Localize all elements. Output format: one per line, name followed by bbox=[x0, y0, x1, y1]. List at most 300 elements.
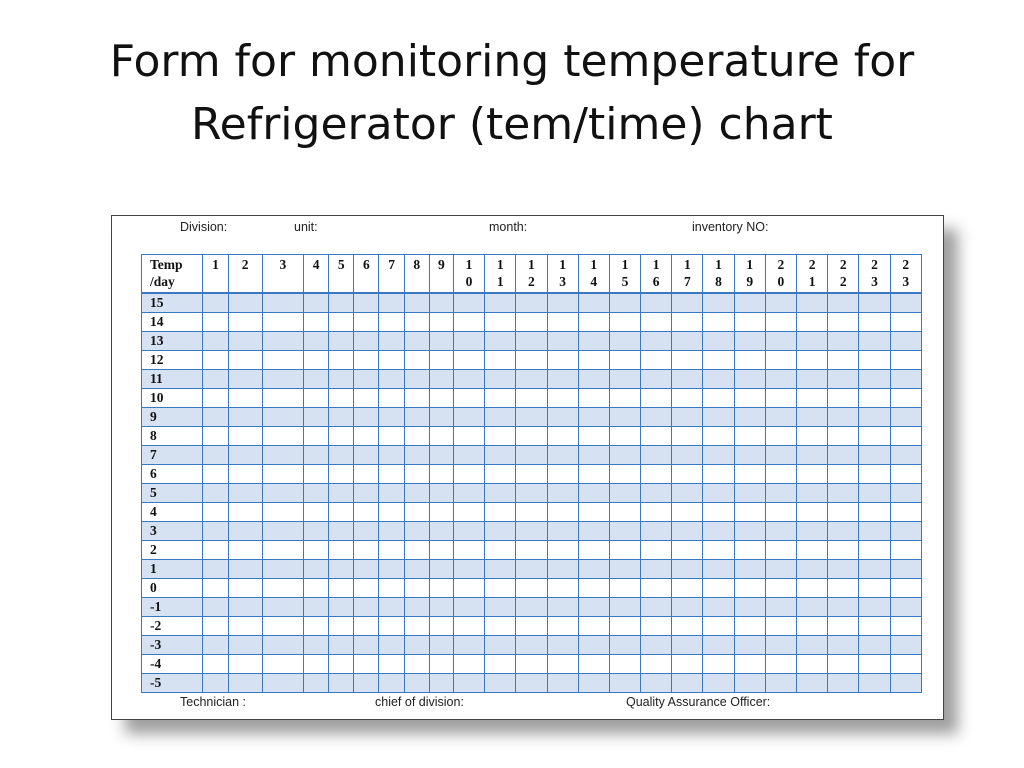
reading-cell[interactable] bbox=[578, 465, 609, 484]
reading-cell[interactable] bbox=[797, 332, 828, 351]
reading-cell[interactable] bbox=[429, 655, 453, 674]
reading-cell[interactable] bbox=[203, 313, 228, 332]
reading-cell[interactable] bbox=[672, 522, 703, 541]
reading-cell[interactable] bbox=[485, 560, 516, 579]
reading-cell[interactable] bbox=[547, 560, 578, 579]
reading-cell[interactable] bbox=[453, 541, 484, 560]
reading-cell[interactable] bbox=[859, 313, 890, 332]
reading-cell[interactable] bbox=[304, 674, 329, 693]
reading-cell[interactable] bbox=[453, 617, 484, 636]
reading-cell[interactable] bbox=[890, 503, 921, 522]
reading-cell[interactable] bbox=[828, 427, 859, 446]
reading-cell[interactable] bbox=[516, 293, 547, 313]
reading-cell[interactable] bbox=[485, 370, 516, 389]
reading-cell[interactable] bbox=[262, 503, 303, 522]
reading-cell[interactable] bbox=[734, 293, 765, 313]
reading-cell[interactable] bbox=[453, 370, 484, 389]
reading-cell[interactable] bbox=[734, 351, 765, 370]
reading-cell[interactable] bbox=[485, 446, 516, 465]
reading-cell[interactable] bbox=[609, 351, 640, 370]
reading-cell[interactable] bbox=[734, 484, 765, 503]
reading-cell[interactable] bbox=[672, 427, 703, 446]
reading-cell[interactable] bbox=[516, 579, 547, 598]
reading-cell[interactable] bbox=[453, 427, 484, 446]
reading-cell[interactable] bbox=[262, 389, 303, 408]
reading-cell[interactable] bbox=[429, 446, 453, 465]
reading-cell[interactable] bbox=[516, 617, 547, 636]
reading-cell[interactable] bbox=[404, 560, 429, 579]
reading-cell[interactable] bbox=[734, 465, 765, 484]
reading-cell[interactable] bbox=[304, 465, 329, 484]
reading-cell[interactable] bbox=[354, 465, 379, 484]
reading-cell[interactable] bbox=[379, 370, 404, 389]
reading-cell[interactable] bbox=[429, 332, 453, 351]
reading-cell[interactable] bbox=[641, 655, 672, 674]
reading-cell[interactable] bbox=[379, 560, 404, 579]
reading-cell[interactable] bbox=[828, 579, 859, 598]
reading-cell[interactable] bbox=[890, 465, 921, 484]
reading-cell[interactable] bbox=[547, 313, 578, 332]
reading-cell[interactable] bbox=[453, 655, 484, 674]
reading-cell[interactable] bbox=[354, 636, 379, 655]
reading-cell[interactable] bbox=[797, 427, 828, 446]
reading-cell[interactable] bbox=[703, 427, 734, 446]
reading-cell[interactable] bbox=[354, 313, 379, 332]
reading-cell[interactable] bbox=[828, 636, 859, 655]
reading-cell[interactable] bbox=[516, 389, 547, 408]
reading-cell[interactable] bbox=[329, 522, 354, 541]
reading-cell[interactable] bbox=[765, 351, 796, 370]
reading-cell[interactable] bbox=[578, 351, 609, 370]
reading-cell[interactable] bbox=[828, 446, 859, 465]
reading-cell[interactable] bbox=[453, 522, 484, 541]
reading-cell[interactable] bbox=[765, 503, 796, 522]
reading-cell[interactable] bbox=[734, 598, 765, 617]
reading-cell[interactable] bbox=[859, 389, 890, 408]
reading-cell[interactable] bbox=[228, 636, 262, 655]
reading-cell[interactable] bbox=[641, 293, 672, 313]
reading-cell[interactable] bbox=[547, 370, 578, 389]
reading-cell[interactable] bbox=[859, 674, 890, 693]
reading-cell[interactable] bbox=[703, 560, 734, 579]
reading-cell[interactable] bbox=[890, 351, 921, 370]
reading-cell[interactable] bbox=[547, 484, 578, 503]
reading-cell[interactable] bbox=[203, 617, 228, 636]
reading-cell[interactable] bbox=[329, 313, 354, 332]
reading-cell[interactable] bbox=[641, 541, 672, 560]
reading-cell[interactable] bbox=[797, 484, 828, 503]
reading-cell[interactable] bbox=[765, 484, 796, 503]
reading-cell[interactable] bbox=[547, 598, 578, 617]
reading-cell[interactable] bbox=[703, 674, 734, 693]
reading-cell[interactable] bbox=[641, 351, 672, 370]
reading-cell[interactable] bbox=[228, 389, 262, 408]
reading-cell[interactable] bbox=[828, 522, 859, 541]
reading-cell[interactable] bbox=[765, 655, 796, 674]
reading-cell[interactable] bbox=[203, 332, 228, 351]
reading-cell[interactable] bbox=[609, 503, 640, 522]
reading-cell[interactable] bbox=[609, 465, 640, 484]
reading-cell[interactable] bbox=[203, 370, 228, 389]
reading-cell[interactable] bbox=[859, 598, 890, 617]
reading-cell[interactable] bbox=[453, 446, 484, 465]
reading-cell[interactable] bbox=[828, 598, 859, 617]
reading-cell[interactable] bbox=[641, 598, 672, 617]
reading-cell[interactable] bbox=[703, 598, 734, 617]
reading-cell[interactable] bbox=[379, 522, 404, 541]
reading-cell[interactable] bbox=[797, 408, 828, 427]
reading-cell[interactable] bbox=[262, 351, 303, 370]
reading-cell[interactable] bbox=[641, 332, 672, 351]
reading-cell[interactable] bbox=[404, 389, 429, 408]
reading-cell[interactable] bbox=[404, 408, 429, 427]
reading-cell[interactable] bbox=[485, 579, 516, 598]
reading-cell[interactable] bbox=[429, 427, 453, 446]
reading-cell[interactable] bbox=[734, 427, 765, 446]
reading-cell[interactable] bbox=[765, 674, 796, 693]
reading-cell[interactable] bbox=[429, 351, 453, 370]
reading-cell[interactable] bbox=[578, 655, 609, 674]
reading-cell[interactable] bbox=[641, 503, 672, 522]
reading-cell[interactable] bbox=[262, 427, 303, 446]
reading-cell[interactable] bbox=[203, 465, 228, 484]
reading-cell[interactable] bbox=[429, 522, 453, 541]
reading-cell[interactable] bbox=[228, 293, 262, 313]
reading-cell[interactable] bbox=[765, 522, 796, 541]
reading-cell[interactable] bbox=[609, 389, 640, 408]
reading-cell[interactable] bbox=[304, 313, 329, 332]
reading-cell[interactable] bbox=[578, 370, 609, 389]
reading-cell[interactable] bbox=[609, 484, 640, 503]
reading-cell[interactable] bbox=[228, 560, 262, 579]
reading-cell[interactable] bbox=[672, 541, 703, 560]
reading-cell[interactable] bbox=[672, 313, 703, 332]
reading-cell[interactable] bbox=[429, 674, 453, 693]
reading-cell[interactable] bbox=[329, 465, 354, 484]
reading-cell[interactable] bbox=[609, 560, 640, 579]
reading-cell[interactable] bbox=[672, 560, 703, 579]
reading-cell[interactable] bbox=[485, 674, 516, 693]
reading-cell[interactable] bbox=[734, 332, 765, 351]
reading-cell[interactable] bbox=[734, 446, 765, 465]
reading-cell[interactable] bbox=[547, 674, 578, 693]
reading-cell[interactable] bbox=[734, 313, 765, 332]
reading-cell[interactable] bbox=[859, 655, 890, 674]
reading-cell[interactable] bbox=[672, 636, 703, 655]
reading-cell[interactable] bbox=[859, 332, 890, 351]
reading-cell[interactable] bbox=[304, 522, 329, 541]
reading-cell[interactable] bbox=[485, 655, 516, 674]
reading-cell[interactable] bbox=[354, 389, 379, 408]
reading-cell[interactable] bbox=[404, 655, 429, 674]
reading-cell[interactable] bbox=[228, 541, 262, 560]
reading-cell[interactable] bbox=[203, 408, 228, 427]
reading-cell[interactable] bbox=[485, 636, 516, 655]
reading-cell[interactable] bbox=[859, 560, 890, 579]
reading-cell[interactable] bbox=[453, 674, 484, 693]
reading-cell[interactable] bbox=[429, 617, 453, 636]
reading-cell[interactable] bbox=[228, 522, 262, 541]
reading-cell[interactable] bbox=[703, 541, 734, 560]
reading-cell[interactable] bbox=[578, 389, 609, 408]
reading-cell[interactable] bbox=[516, 484, 547, 503]
reading-cell[interactable] bbox=[404, 446, 429, 465]
reading-cell[interactable] bbox=[404, 427, 429, 446]
reading-cell[interactable] bbox=[379, 465, 404, 484]
reading-cell[interactable] bbox=[734, 560, 765, 579]
reading-cell[interactable] bbox=[547, 293, 578, 313]
reading-cell[interactable] bbox=[641, 465, 672, 484]
reading-cell[interactable] bbox=[578, 503, 609, 522]
reading-cell[interactable] bbox=[304, 541, 329, 560]
reading-cell[interactable] bbox=[828, 541, 859, 560]
reading-cell[interactable] bbox=[703, 465, 734, 484]
reading-cell[interactable] bbox=[262, 293, 303, 313]
reading-cell[interactable] bbox=[329, 598, 354, 617]
reading-cell[interactable] bbox=[797, 617, 828, 636]
reading-cell[interactable] bbox=[890, 370, 921, 389]
reading-cell[interactable] bbox=[304, 351, 329, 370]
reading-cell[interactable] bbox=[354, 332, 379, 351]
reading-cell[interactable] bbox=[578, 427, 609, 446]
reading-cell[interactable] bbox=[547, 332, 578, 351]
reading-cell[interactable] bbox=[547, 541, 578, 560]
reading-cell[interactable] bbox=[228, 408, 262, 427]
reading-cell[interactable] bbox=[379, 446, 404, 465]
reading-cell[interactable] bbox=[404, 674, 429, 693]
reading-cell[interactable] bbox=[485, 522, 516, 541]
reading-cell[interactable] bbox=[304, 503, 329, 522]
reading-cell[interactable] bbox=[890, 579, 921, 598]
reading-cell[interactable] bbox=[734, 503, 765, 522]
reading-cell[interactable] bbox=[734, 617, 765, 636]
reading-cell[interactable] bbox=[609, 408, 640, 427]
reading-cell[interactable] bbox=[203, 484, 228, 503]
reading-cell[interactable] bbox=[797, 655, 828, 674]
reading-cell[interactable] bbox=[703, 370, 734, 389]
reading-cell[interactable] bbox=[703, 313, 734, 332]
reading-cell[interactable] bbox=[828, 674, 859, 693]
reading-cell[interactable] bbox=[828, 293, 859, 313]
reading-cell[interactable] bbox=[797, 674, 828, 693]
reading-cell[interactable] bbox=[429, 541, 453, 560]
reading-cell[interactable] bbox=[859, 541, 890, 560]
reading-cell[interactable] bbox=[890, 522, 921, 541]
reading-cell[interactable] bbox=[516, 503, 547, 522]
reading-cell[interactable] bbox=[890, 313, 921, 332]
reading-cell[interactable] bbox=[203, 293, 228, 313]
reading-cell[interactable] bbox=[703, 636, 734, 655]
reading-cell[interactable] bbox=[672, 351, 703, 370]
reading-cell[interactable] bbox=[404, 293, 429, 313]
reading-cell[interactable] bbox=[734, 389, 765, 408]
reading-cell[interactable] bbox=[859, 503, 890, 522]
reading-cell[interactable] bbox=[703, 484, 734, 503]
reading-cell[interactable] bbox=[485, 408, 516, 427]
reading-cell[interactable] bbox=[734, 655, 765, 674]
reading-cell[interactable] bbox=[404, 351, 429, 370]
reading-cell[interactable] bbox=[329, 446, 354, 465]
reading-cell[interactable] bbox=[485, 465, 516, 484]
reading-cell[interactable] bbox=[765, 408, 796, 427]
reading-cell[interactable] bbox=[262, 313, 303, 332]
reading-cell[interactable] bbox=[765, 427, 796, 446]
reading-cell[interactable] bbox=[228, 617, 262, 636]
reading-cell[interactable] bbox=[228, 503, 262, 522]
reading-cell[interactable] bbox=[203, 579, 228, 598]
reading-cell[interactable] bbox=[429, 408, 453, 427]
reading-cell[interactable] bbox=[262, 332, 303, 351]
reading-cell[interactable] bbox=[228, 655, 262, 674]
reading-cell[interactable] bbox=[485, 541, 516, 560]
reading-cell[interactable] bbox=[547, 636, 578, 655]
reading-cell[interactable] bbox=[516, 598, 547, 617]
reading-cell[interactable] bbox=[578, 313, 609, 332]
reading-cell[interactable] bbox=[859, 636, 890, 655]
reading-cell[interactable] bbox=[262, 579, 303, 598]
reading-cell[interactable] bbox=[641, 389, 672, 408]
reading-cell[interactable] bbox=[641, 674, 672, 693]
reading-cell[interactable] bbox=[672, 370, 703, 389]
reading-cell[interactable] bbox=[859, 446, 890, 465]
reading-cell[interactable] bbox=[228, 427, 262, 446]
reading-cell[interactable] bbox=[485, 598, 516, 617]
reading-cell[interactable] bbox=[329, 579, 354, 598]
reading-cell[interactable] bbox=[703, 522, 734, 541]
reading-cell[interactable] bbox=[547, 465, 578, 484]
reading-cell[interactable] bbox=[797, 636, 828, 655]
reading-cell[interactable] bbox=[516, 560, 547, 579]
reading-cell[interactable] bbox=[609, 655, 640, 674]
reading-cell[interactable] bbox=[354, 655, 379, 674]
reading-cell[interactable] bbox=[890, 408, 921, 427]
reading-cell[interactable] bbox=[765, 598, 796, 617]
reading-cell[interactable] bbox=[828, 408, 859, 427]
reading-cell[interactable] bbox=[404, 522, 429, 541]
reading-cell[interactable] bbox=[828, 503, 859, 522]
reading-cell[interactable] bbox=[329, 655, 354, 674]
reading-cell[interactable] bbox=[203, 674, 228, 693]
reading-cell[interactable] bbox=[797, 541, 828, 560]
reading-cell[interactable] bbox=[547, 655, 578, 674]
reading-cell[interactable] bbox=[797, 313, 828, 332]
reading-cell[interactable] bbox=[262, 370, 303, 389]
reading-cell[interactable] bbox=[354, 674, 379, 693]
reading-cell[interactable] bbox=[429, 389, 453, 408]
reading-cell[interactable] bbox=[354, 370, 379, 389]
reading-cell[interactable] bbox=[228, 484, 262, 503]
reading-cell[interactable] bbox=[797, 465, 828, 484]
reading-cell[interactable] bbox=[547, 389, 578, 408]
reading-cell[interactable] bbox=[547, 427, 578, 446]
reading-cell[interactable] bbox=[304, 598, 329, 617]
reading-cell[interactable] bbox=[578, 408, 609, 427]
reading-cell[interactable] bbox=[797, 389, 828, 408]
reading-cell[interactable] bbox=[734, 370, 765, 389]
reading-cell[interactable] bbox=[304, 293, 329, 313]
reading-cell[interactable] bbox=[404, 313, 429, 332]
reading-cell[interactable] bbox=[516, 674, 547, 693]
reading-cell[interactable] bbox=[641, 446, 672, 465]
reading-cell[interactable] bbox=[890, 560, 921, 579]
reading-cell[interactable] bbox=[609, 370, 640, 389]
reading-cell[interactable] bbox=[672, 293, 703, 313]
reading-cell[interactable] bbox=[641, 370, 672, 389]
reading-cell[interactable] bbox=[641, 484, 672, 503]
reading-cell[interactable] bbox=[828, 465, 859, 484]
reading-cell[interactable] bbox=[765, 636, 796, 655]
reading-cell[interactable] bbox=[703, 389, 734, 408]
reading-cell[interactable] bbox=[890, 427, 921, 446]
reading-cell[interactable] bbox=[859, 427, 890, 446]
reading-cell[interactable] bbox=[578, 560, 609, 579]
reading-cell[interactable] bbox=[354, 560, 379, 579]
reading-cell[interactable] bbox=[203, 560, 228, 579]
reading-cell[interactable] bbox=[262, 408, 303, 427]
reading-cell[interactable] bbox=[797, 351, 828, 370]
reading-cell[interactable] bbox=[672, 579, 703, 598]
reading-cell[interactable] bbox=[262, 598, 303, 617]
reading-cell[interactable] bbox=[329, 636, 354, 655]
reading-cell[interactable] bbox=[609, 446, 640, 465]
reading-cell[interactable] bbox=[641, 560, 672, 579]
reading-cell[interactable] bbox=[828, 313, 859, 332]
reading-cell[interactable] bbox=[672, 465, 703, 484]
reading-cell[interactable] bbox=[828, 655, 859, 674]
reading-cell[interactable] bbox=[578, 617, 609, 636]
reading-cell[interactable] bbox=[485, 313, 516, 332]
reading-cell[interactable] bbox=[797, 370, 828, 389]
reading-cell[interactable] bbox=[859, 484, 890, 503]
reading-cell[interactable] bbox=[672, 674, 703, 693]
reading-cell[interactable] bbox=[354, 598, 379, 617]
reading-cell[interactable] bbox=[672, 503, 703, 522]
reading-cell[interactable] bbox=[641, 636, 672, 655]
reading-cell[interactable] bbox=[354, 541, 379, 560]
reading-cell[interactable] bbox=[228, 332, 262, 351]
reading-cell[interactable] bbox=[429, 598, 453, 617]
reading-cell[interactable] bbox=[547, 351, 578, 370]
reading-cell[interactable] bbox=[404, 332, 429, 351]
reading-cell[interactable] bbox=[379, 484, 404, 503]
reading-cell[interactable] bbox=[485, 351, 516, 370]
reading-cell[interactable] bbox=[404, 370, 429, 389]
reading-cell[interactable] bbox=[547, 522, 578, 541]
reading-cell[interactable] bbox=[516, 446, 547, 465]
reading-cell[interactable] bbox=[304, 636, 329, 655]
reading-cell[interactable] bbox=[379, 541, 404, 560]
reading-cell[interactable] bbox=[453, 560, 484, 579]
reading-cell[interactable] bbox=[703, 655, 734, 674]
reading-cell[interactable] bbox=[329, 389, 354, 408]
reading-cell[interactable] bbox=[734, 541, 765, 560]
reading-cell[interactable] bbox=[703, 503, 734, 522]
reading-cell[interactable] bbox=[641, 617, 672, 636]
reading-cell[interactable] bbox=[609, 541, 640, 560]
reading-cell[interactable] bbox=[485, 293, 516, 313]
reading-cell[interactable] bbox=[453, 351, 484, 370]
reading-cell[interactable] bbox=[890, 655, 921, 674]
reading-cell[interactable] bbox=[765, 579, 796, 598]
reading-cell[interactable] bbox=[578, 293, 609, 313]
reading-cell[interactable] bbox=[765, 332, 796, 351]
reading-cell[interactable] bbox=[672, 332, 703, 351]
reading-cell[interactable] bbox=[859, 617, 890, 636]
reading-cell[interactable] bbox=[379, 617, 404, 636]
reading-cell[interactable] bbox=[703, 332, 734, 351]
reading-cell[interactable] bbox=[797, 579, 828, 598]
reading-cell[interactable] bbox=[609, 674, 640, 693]
